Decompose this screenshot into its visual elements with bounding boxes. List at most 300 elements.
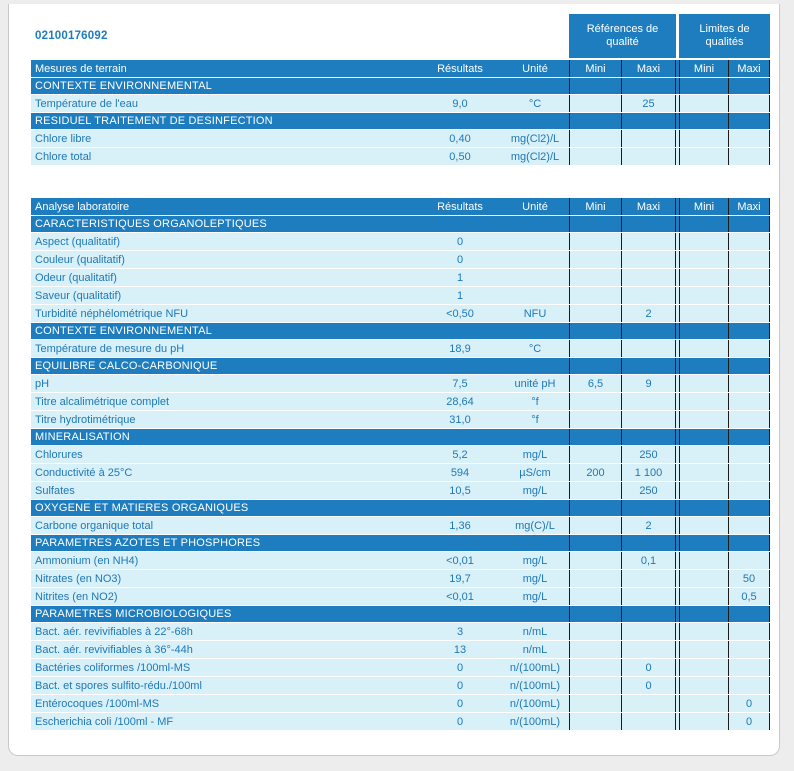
ref-mini: 200 (569, 464, 621, 481)
result-value: 0 (456, 253, 464, 266)
ref-maxi: 0 (621, 659, 676, 676)
param-label: Carbone organique total (35, 519, 154, 532)
unit-value: µS/cm (519, 466, 551, 479)
param-label: Couleur (qualitatif) (35, 253, 125, 266)
unit-value (501, 287, 569, 304)
unit-value: °C (528, 97, 542, 110)
ref-maxi (621, 216, 676, 232)
ref-maxi: 2 (621, 517, 676, 534)
unit-value (501, 323, 569, 339)
tables (31, 60, 770, 731)
result-value: 19,7 (449, 572, 471, 585)
lim-mini (679, 130, 728, 147)
ref-maxi: 2 (621, 305, 676, 322)
result-value: <0,01 (446, 554, 474, 567)
lim-mini (679, 482, 728, 499)
quality-limits-line1: Limites de (699, 23, 750, 35)
lim-maxi (728, 95, 770, 112)
unit-value: n/(100mL) (509, 679, 561, 692)
param-label: Conductivité à 25°C (35, 466, 133, 479)
lim-maxi (728, 78, 770, 94)
lim-maxi (728, 130, 770, 147)
param-label: Chlore total (35, 150, 92, 163)
result-value (419, 78, 501, 94)
table-row (31, 464, 770, 482)
table-row (31, 393, 770, 411)
ref-maxi (621, 623, 676, 640)
lim-maxi (728, 269, 770, 286)
unit-value: °f (531, 413, 539, 426)
result-value: 1 (456, 271, 464, 284)
lim-maxi (728, 446, 770, 463)
lim-maxi (728, 148, 770, 165)
unit-value (501, 251, 569, 268)
ref-mini (569, 429, 621, 445)
lim-maxi (728, 323, 770, 339)
result-value: 0 (456, 679, 464, 692)
ref-mini (569, 411, 621, 428)
ref-mini (569, 500, 621, 516)
table-row (31, 623, 770, 641)
lim-mini (679, 340, 728, 357)
lim-maxi (728, 552, 770, 569)
ref-maxi (621, 713, 676, 730)
unit-value: mg(Cl2)/L (510, 150, 560, 163)
param-label: CONTEXTE ENVIRONNEMENTAL (35, 80, 212, 92)
ref-mini (569, 78, 621, 94)
lim-mini: Mini (679, 60, 728, 77)
lim-maxi: 0,5 (728, 588, 770, 605)
lim-mini (679, 677, 728, 694)
lim-mini (679, 216, 728, 232)
unit-value: mg/L (522, 448, 548, 461)
ref-maxi (621, 113, 676, 129)
section-row (31, 500, 770, 517)
lim-mini (679, 535, 728, 551)
param-label: RESIDUEL TRAITEMENT DE DESINFECTION (35, 115, 273, 127)
ref-maxi (621, 233, 676, 250)
ref-mini (569, 305, 621, 322)
table-row (31, 305, 770, 323)
ref-maxi: 0,1 (621, 552, 676, 569)
unit-value: mg/L (522, 572, 548, 585)
unit-value: Unité (522, 62, 548, 75)
param-label: OXYGENE ET MATIERES ORGANIQUES (35, 502, 249, 514)
unit-value (501, 358, 569, 374)
unit-value (501, 429, 569, 445)
table-row (31, 482, 770, 500)
table-row (31, 446, 770, 464)
lim-maxi (728, 535, 770, 551)
quality-reference-line2: qualité (606, 36, 639, 48)
lim-maxi (728, 113, 770, 129)
table-row (31, 588, 770, 606)
unit-value (501, 78, 569, 94)
lim-mini (679, 323, 728, 339)
lim-mini (679, 659, 728, 676)
param-label: Bact. aér. revivifiables à 22°-68h (35, 625, 193, 638)
ref-mini (569, 323, 621, 339)
ref-mini (569, 130, 621, 147)
result-value (419, 323, 501, 339)
result-value: 9,0 (452, 97, 468, 110)
ref-mini (569, 287, 621, 304)
result-value: 0 (456, 235, 464, 248)
lim-maxi: Maxi (728, 198, 770, 215)
unit-value: mg/L (522, 554, 548, 567)
ref-mini (569, 623, 621, 640)
ref-maxi (621, 393, 676, 410)
table-row (31, 411, 770, 429)
result-value: Résultats (437, 62, 483, 75)
quality-limits-line2: qualités (705, 36, 744, 48)
result-value (419, 216, 501, 232)
section-row (31, 78, 770, 95)
param-label: Odeur (qualitatif) (35, 271, 117, 284)
ref-maxi (621, 570, 676, 587)
lim-mini (679, 446, 728, 463)
lim-mini (679, 429, 728, 445)
lim-mini: Mini (679, 198, 728, 215)
ref-mini (569, 552, 621, 569)
ref-maxi (621, 323, 676, 339)
ref-mini (569, 713, 621, 730)
lim-mini (679, 393, 728, 410)
lim-mini (679, 464, 728, 481)
unit-value: mg(Cl2)/L (510, 132, 560, 145)
unit-value (501, 606, 569, 622)
param-label: CARACTERISTIQUES ORGANOLEPTIQUES (35, 218, 267, 230)
ref-maxi (621, 287, 676, 304)
lim-maxi (728, 233, 770, 250)
lim-maxi (728, 393, 770, 410)
lim-mini (679, 500, 728, 516)
lim-mini (679, 641, 728, 658)
param-label: PARAMETRES AZOTES ET PHOSPHORES (35, 537, 261, 549)
param-label: Bactéries coliformes /100ml-MS (35, 661, 191, 674)
ref-mini (569, 606, 621, 622)
unit-value (501, 216, 569, 232)
result-value (419, 358, 501, 374)
lim-mini (679, 78, 728, 94)
section-row (31, 113, 770, 130)
table-row (31, 148, 770, 166)
lim-maxi (728, 464, 770, 481)
lim-mini (679, 713, 728, 730)
lim-mini (679, 570, 728, 587)
unit-value: mg/L (522, 484, 548, 497)
ref-maxi: 25 (621, 95, 676, 112)
lim-mini (679, 233, 728, 250)
lim-maxi: 50 (728, 570, 770, 587)
lim-mini (679, 305, 728, 322)
table-header-row (31, 198, 770, 216)
lim-maxi (728, 411, 770, 428)
param-label: Nitrites (en NO2) (35, 590, 118, 603)
ref-maxi (621, 411, 676, 428)
table-row (31, 130, 770, 148)
unit-value: mg/L (522, 590, 548, 603)
ref-maxi (621, 429, 676, 445)
sample-id: 02100176092 (35, 30, 108, 42)
unit-value: n/(100mL) (509, 715, 561, 728)
ref-maxi (621, 358, 676, 374)
param-label: Analyse laboratoire (35, 200, 130, 213)
lim-mini (679, 113, 728, 129)
lim-maxi (728, 340, 770, 357)
ref-mini (569, 393, 621, 410)
result-value: 1 (456, 289, 464, 302)
lim-mini (679, 517, 728, 534)
lim-maxi (728, 358, 770, 374)
result-value: 31,0 (449, 413, 471, 426)
table-header-row (31, 60, 770, 78)
result-value: 0 (456, 715, 464, 728)
param-label: Sulfates (35, 484, 75, 497)
result-value (419, 500, 501, 516)
result-value: 10,5 (449, 484, 471, 497)
lim-maxi (728, 641, 770, 658)
param-label: Ammonium (en NH4) (35, 554, 139, 567)
section-row (31, 323, 770, 340)
ref-maxi: 9 (621, 375, 676, 392)
ref-maxi: Maxi (621, 198, 676, 215)
section-row (31, 216, 770, 233)
table-row (31, 659, 770, 677)
ref-maxi (621, 500, 676, 516)
unit-value (501, 500, 569, 516)
lim-maxi (728, 216, 770, 232)
lim-mini (679, 358, 728, 374)
result-value: 0 (456, 697, 464, 710)
lim-maxi (728, 659, 770, 676)
ref-mini (569, 233, 621, 250)
lim-maxi (728, 482, 770, 499)
result-value: 3 (456, 625, 464, 638)
table-row (31, 677, 770, 695)
table-row (31, 517, 770, 535)
lim-mini (679, 552, 728, 569)
result-value: 7,5 (452, 377, 468, 390)
ref-mini (569, 95, 621, 112)
ref-mini (569, 695, 621, 712)
section-row (31, 358, 770, 375)
ref-mini (569, 482, 621, 499)
ref-mini (569, 570, 621, 587)
unit-value: n/(100mL) (509, 661, 561, 674)
result-value: 5,2 (452, 448, 468, 461)
param-label: CONTEXTE ENVIRONNEMENTAL (35, 325, 212, 337)
param-label: Aspect (qualitatif) (35, 235, 120, 248)
param-label: Température de l'eau (35, 97, 138, 110)
result-value: 594 (450, 466, 470, 479)
lim-mini (679, 148, 728, 165)
lim-mini (679, 606, 728, 622)
result-value (419, 606, 501, 622)
ref-mini (569, 659, 621, 676)
ref-maxi (621, 269, 676, 286)
result-value: 13 (453, 643, 467, 656)
ref-mini (569, 677, 621, 694)
table-row (31, 95, 770, 113)
table-row (31, 713, 770, 731)
ref-maxi (621, 606, 676, 622)
lim-maxi (728, 287, 770, 304)
ref-maxi (621, 251, 676, 268)
ref-maxi: 250 (621, 446, 676, 463)
unit-value: Unité (522, 200, 548, 213)
unit-value (501, 269, 569, 286)
result-value: Résultats (437, 200, 483, 213)
ref-mini (569, 446, 621, 463)
unit-value: mg(C)/L (515, 519, 555, 532)
lim-maxi: 0 (728, 713, 770, 730)
ref-maxi: Maxi (621, 60, 676, 77)
result-value: 1,36 (449, 519, 471, 532)
section-row (31, 606, 770, 623)
ref-maxi (621, 78, 676, 94)
lim-mini (679, 588, 728, 605)
result-value: <0,50 (446, 307, 474, 320)
lim-mini (679, 287, 728, 304)
param-label: Saveur (qualitatif) (35, 289, 122, 302)
param-label: Titre hydrotimétrique (35, 413, 136, 426)
param-label: Bact. aér. revivifiables à 36°-44h (35, 643, 193, 656)
ref-mini: 6,5 (569, 375, 621, 392)
ref-maxi (621, 130, 676, 147)
table-row (31, 695, 770, 713)
param-label: Bact. et spores sulfito-rédu./100ml (35, 679, 202, 692)
lim-mini (679, 411, 728, 428)
ref-maxi (621, 340, 676, 357)
lim-maxi: 0 (728, 695, 770, 712)
lim-mini (679, 95, 728, 112)
section-row (31, 429, 770, 446)
ref-mini (569, 113, 621, 129)
param-label: EQUILIBRE CALCO-CARBONIQUE (35, 360, 218, 372)
result-value: 0,50 (449, 150, 471, 163)
quality-reference-header (569, 14, 676, 58)
table-lab-analysis (31, 198, 770, 731)
ref-mini (569, 148, 621, 165)
lim-mini (679, 375, 728, 392)
ref-maxi: 1 100 (621, 464, 676, 481)
ref-maxi (621, 535, 676, 551)
table-row (31, 233, 770, 251)
unit-value: °C (528, 342, 542, 355)
param-label: Nitrates (en NO3) (35, 572, 122, 585)
unit-value: n/mL (522, 643, 548, 656)
top-band (31, 14, 770, 58)
table-row (31, 251, 770, 269)
param-label: Chlore libre (35, 132, 92, 145)
lim-maxi (728, 677, 770, 694)
ref-maxi (621, 641, 676, 658)
ref-mini (569, 641, 621, 658)
ref-maxi (621, 148, 676, 165)
table-row (31, 570, 770, 588)
table-row (31, 641, 770, 659)
unit-value (501, 535, 569, 551)
result-value (419, 113, 501, 129)
ref-mini (569, 216, 621, 232)
param-label: Température de mesure du pH (35, 342, 185, 355)
unit-value (501, 113, 569, 129)
lim-maxi (728, 305, 770, 322)
lim-maxi (728, 623, 770, 640)
result-value: 28,64 (446, 395, 474, 408)
ref-mini (569, 588, 621, 605)
unit-value: n/mL (522, 625, 548, 638)
report-page (8, 4, 780, 756)
unit-value: unité pH (514, 377, 556, 390)
ref-mini (569, 535, 621, 551)
ref-mini (569, 517, 621, 534)
lim-maxi (728, 429, 770, 445)
lim-mini (679, 623, 728, 640)
ref-maxi (621, 695, 676, 712)
lim-maxi (728, 375, 770, 392)
param-label: pH (35, 377, 50, 390)
lim-mini (679, 269, 728, 286)
table-row (31, 269, 770, 287)
ref-mini (569, 340, 621, 357)
lim-mini (679, 251, 728, 268)
table-spacer (31, 166, 770, 198)
lim-maxi (728, 517, 770, 534)
quality-reference-line1: Références de (586, 23, 659, 35)
lim-maxi (728, 500, 770, 516)
result-value: 18,9 (449, 342, 471, 355)
ref-mini: Mini (569, 60, 621, 77)
result-value (419, 429, 501, 445)
param-label: MINERALISATION (35, 431, 130, 443)
unit-value: NFU (523, 307, 547, 320)
lim-maxi: Maxi (728, 60, 770, 77)
param-label: PARAMETRES MICROBIOLOGIQUES (35, 608, 232, 620)
ref-mini (569, 358, 621, 374)
result-value: 0,40 (449, 132, 471, 145)
table-row (31, 375, 770, 393)
lim-maxi (728, 606, 770, 622)
result-value (419, 535, 501, 551)
param-label: Mesures de terrain (35, 62, 127, 75)
result-value: <0,01 (446, 590, 474, 603)
param-label: Chlorures (35, 448, 83, 461)
param-label: Turbidité néphélométrique NFU (35, 307, 189, 320)
ref-maxi: 0 (621, 677, 676, 694)
ref-maxi (621, 588, 676, 605)
unit-value (501, 233, 569, 250)
table-field-measures (31, 60, 770, 166)
ref-maxi: 250 (621, 482, 676, 499)
param-label: Titre alcalimétrique complet (35, 395, 170, 408)
section-row (31, 535, 770, 552)
table-row (31, 340, 770, 358)
unit-value: n/(100mL) (509, 697, 561, 710)
param-label: Entérocoques /100ml-MS (35, 697, 160, 710)
unit-value: °f (531, 395, 539, 408)
quality-limits-header (679, 14, 770, 58)
table-row (31, 552, 770, 570)
param-label: Escherichia coli /100ml - MF (35, 715, 174, 728)
report-content (9, 4, 779, 731)
sample-id-area (31, 14, 569, 58)
ref-mini (569, 251, 621, 268)
lim-mini (679, 695, 728, 712)
ref-mini: Mini (569, 198, 621, 215)
lim-maxi (728, 251, 770, 268)
